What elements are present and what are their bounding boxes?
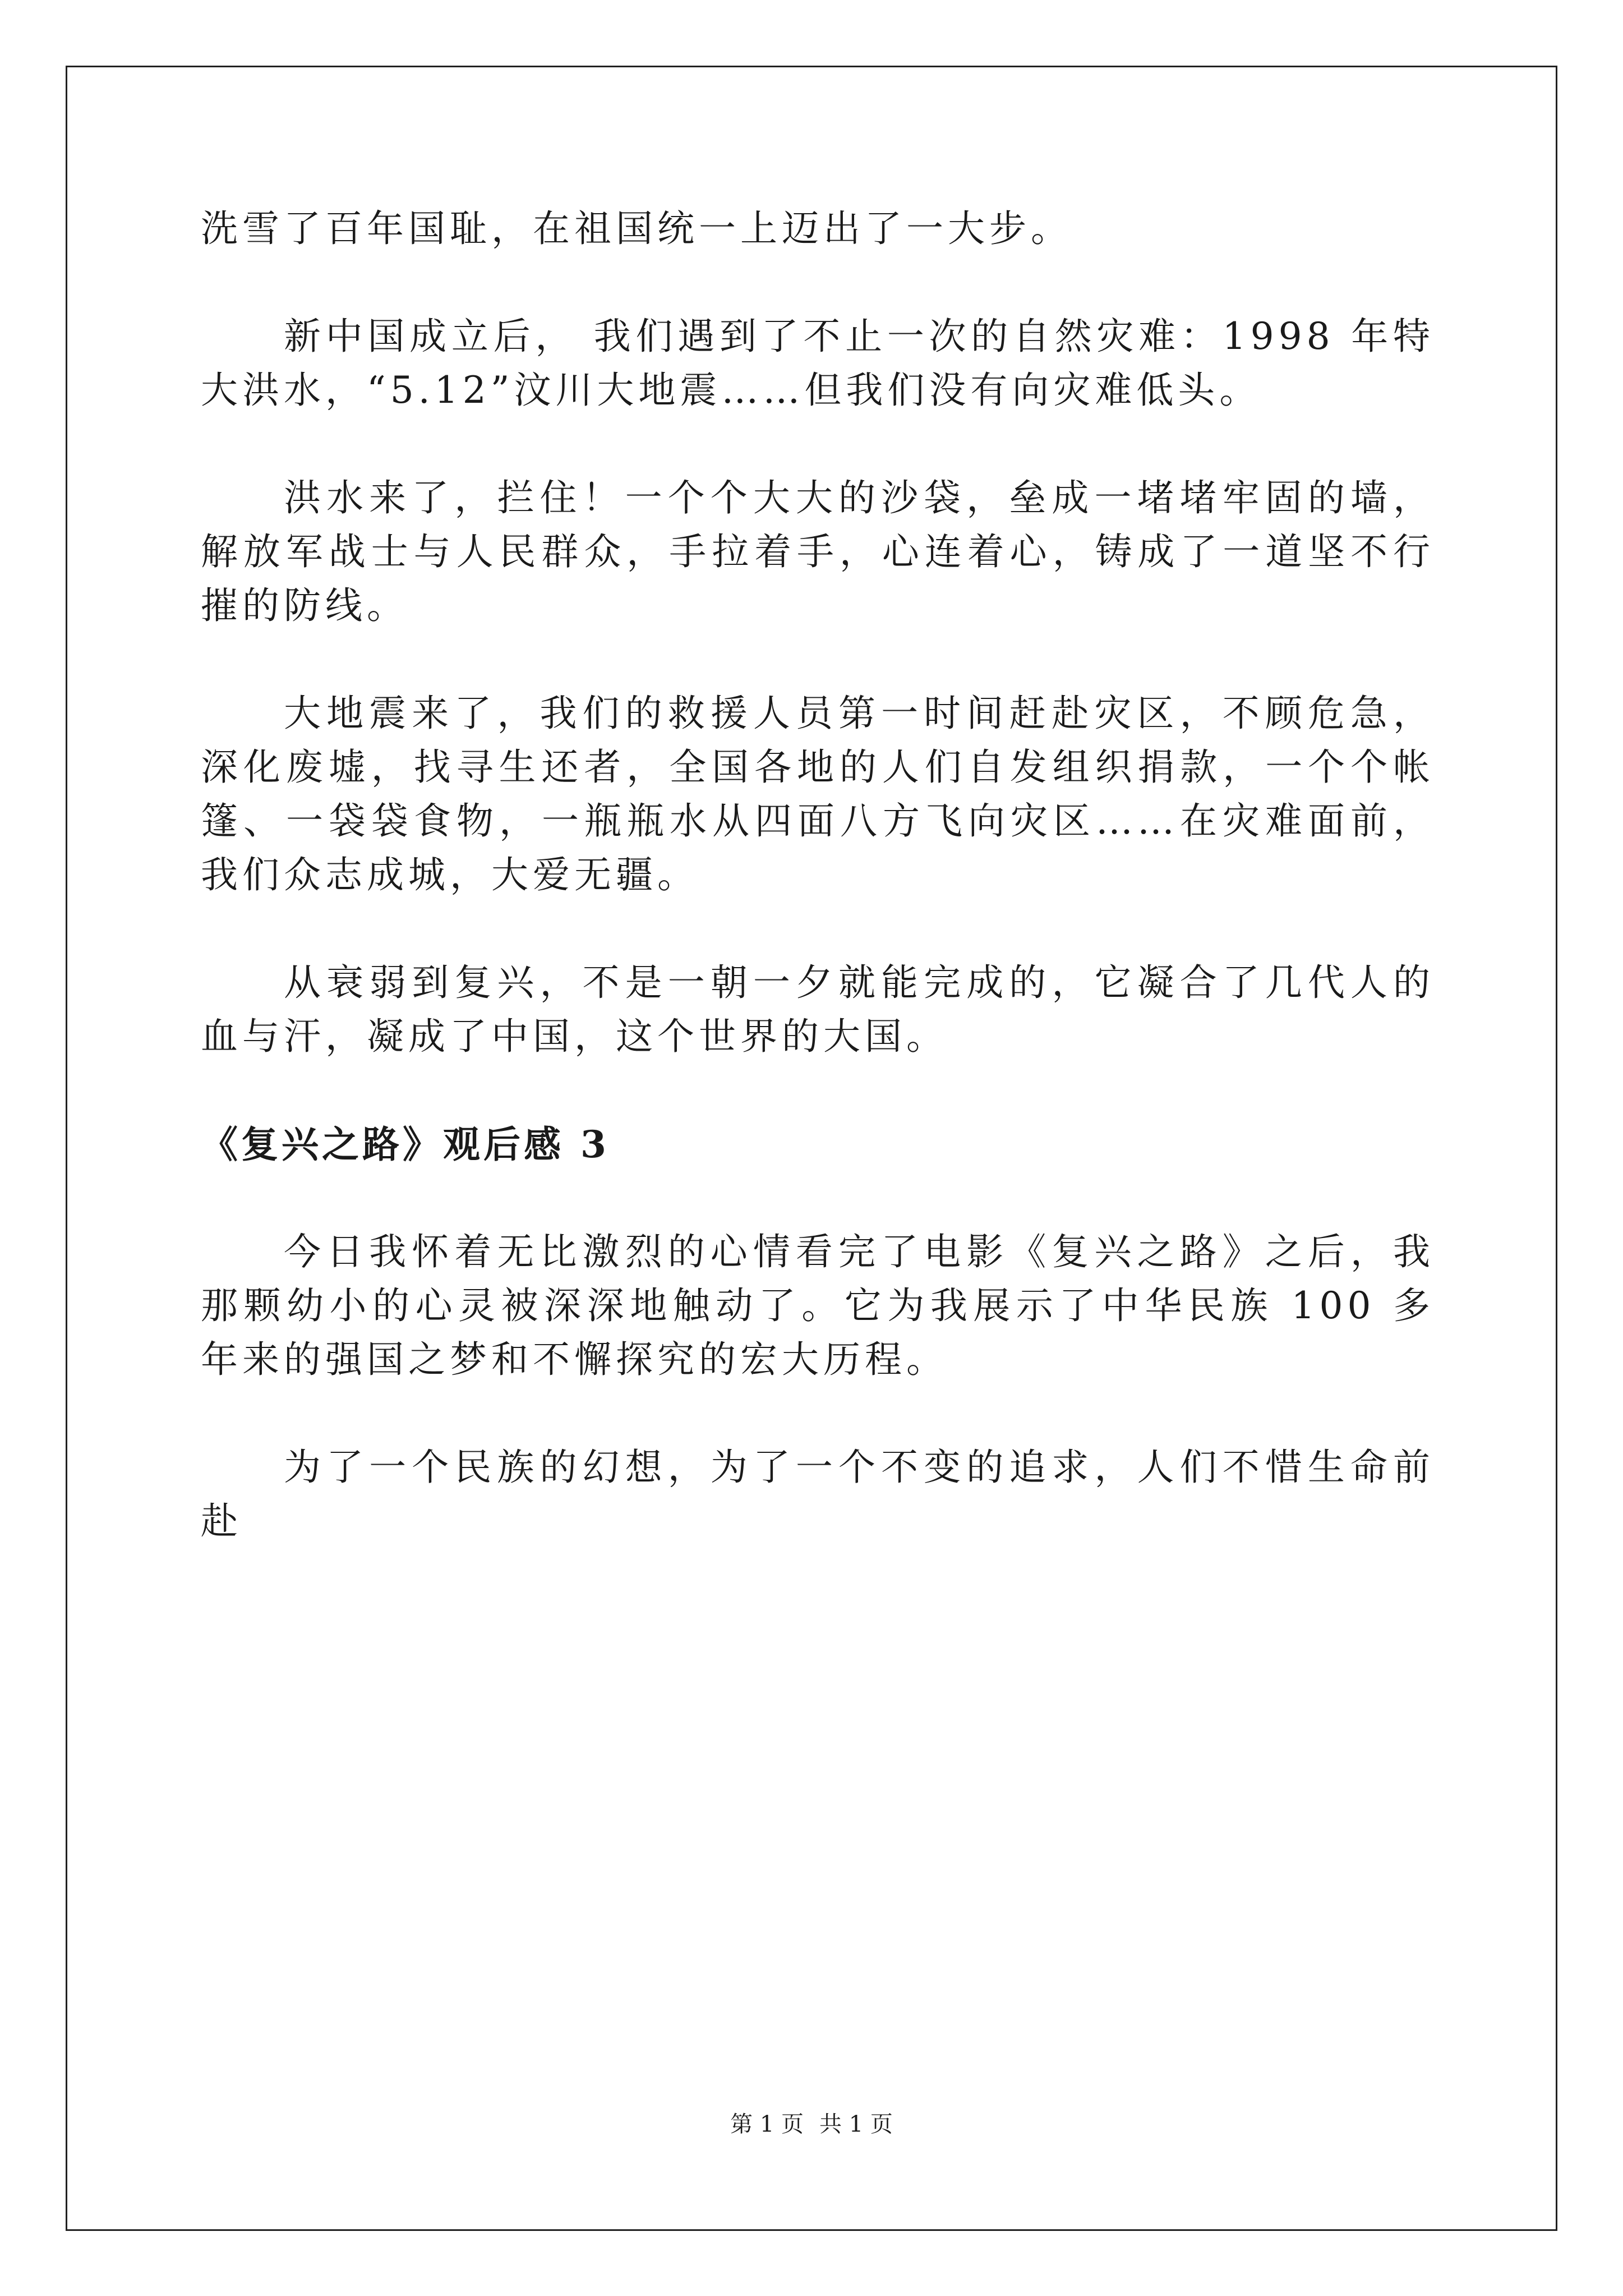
page-number-total: 共 1 页: [819, 2111, 893, 2137]
paragraph-3: 洪水来了，拦住！一个个大大的沙袋，垒成一堵堵牢固的墙，解放军战士与人民群众，手拉着手，心连着心，铸成了一道坚不行摧的防线。: [201, 476, 1435, 627]
page-footer: [0, 2110, 1623, 2138]
paragraph-1: 洗雪了百年国耻，在祖国统一上迈出了一大步。: [201, 207, 1072, 250]
paragraph-5: 从衰弱到复兴，不是一朝一夕就能完成的，它凝合了几代人的血与汗，凝成了中国，这个世界的大国。: [201, 961, 1435, 1058]
section-paragraph-2: 为了一个民族的幻想，为了一个不变的追求，人们不惜生命前赴: [201, 1446, 1435, 1543]
document-body: [201, 202, 1435, 1602]
page-number-current: 第 1 页: [730, 2111, 804, 2137]
paragraph-2: 新中国成立后， 我们遇到了不止一次的自然灾难：1998 年特大洪水，“5.12”汶川大地震……但我们没有向灾难低头。: [201, 315, 1435, 412]
section-paragraph-1: 今日我怀着无比激烈的心情看完了电影《复兴之路》之后，我那颗幼小的心灵被深深地触动了。它为我展示了中华民族 100 多年来的强国之梦和不懈探究的宏大历程。: [201, 1230, 1435, 1381]
section-heading: 《复兴之路》观后感 3: [201, 1122, 610, 1166]
paragraph-4: 大地震来了，我们的救援人员第一时间赶赴灾区，不顾危急，深化废墟，找寻生还者，全国各地的人们自发组织捐款，一个个帐篷、一袋袋食物，一瓶瓶水从四面八方飞向灾区……在灾难面前，我们众志成城，大爱无疆。: [201, 692, 1435, 896]
